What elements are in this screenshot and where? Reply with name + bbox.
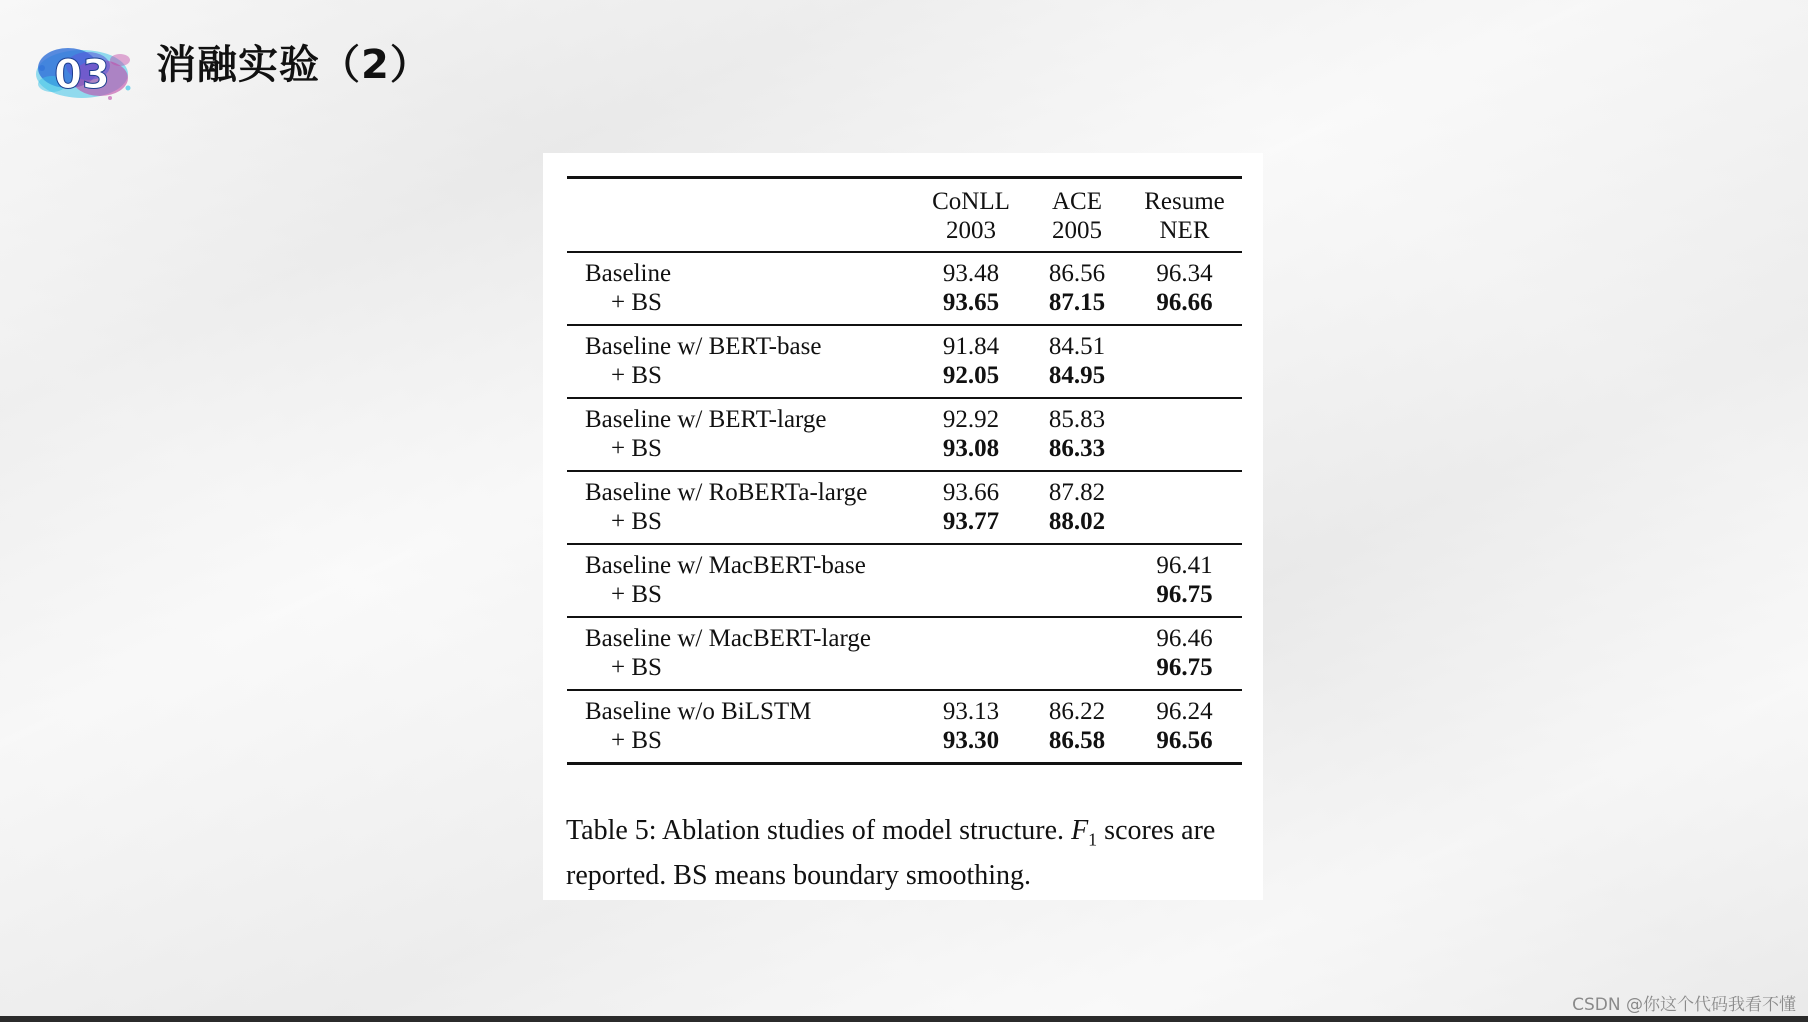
model-cell: Baseline w/ BERT-base + BS bbox=[585, 333, 822, 389]
conll-cell: 92.92 93.08 bbox=[942, 406, 1000, 462]
table-row bbox=[567, 617, 1242, 690]
slide-title: 消融实验（2） bbox=[156, 42, 431, 88]
section-number-badge bbox=[30, 38, 136, 106]
resume-cell: 96.41 96.75 bbox=[1156, 552, 1213, 608]
conll-cell bbox=[915, 544, 1027, 617]
conll-cell: 93.13 93.30 bbox=[942, 698, 1000, 754]
header-ace: ACE 2005 bbox=[1052, 188, 1102, 244]
resume-cell: 96.34 96.66 bbox=[1156, 260, 1213, 316]
table-row bbox=[567, 471, 1242, 544]
header-resume: Resume NER bbox=[1144, 188, 1225, 244]
badge-number: 03 bbox=[54, 52, 110, 98]
ace-cell bbox=[1027, 617, 1127, 690]
table-row bbox=[567, 690, 1242, 764]
conll-cell bbox=[915, 617, 1027, 690]
model-cell: Baseline w/ MacBERT-base + BS bbox=[585, 552, 866, 608]
table-row bbox=[567, 325, 1242, 398]
model-cell: Baseline w/ BERT-large + BS bbox=[585, 406, 827, 462]
header-model bbox=[567, 178, 915, 253]
bottom-edge-bar bbox=[0, 1016, 1808, 1022]
ace-cell: 87.82 88.02 bbox=[1048, 479, 1106, 535]
resume-cell bbox=[1127, 471, 1242, 544]
model-cell: Baseline w/o BiLSTM + BS bbox=[585, 698, 812, 754]
ace-cell: 86.22 86.58 bbox=[1048, 698, 1106, 754]
conll-cell: 93.66 93.77 bbox=[942, 479, 1000, 535]
ablation-table bbox=[567, 176, 1242, 765]
ace-cell: 84.51 84.95 bbox=[1048, 333, 1106, 389]
model-cell: Baseline + BS bbox=[585, 260, 672, 316]
resume-cell bbox=[1127, 325, 1242, 398]
model-cell: Baseline w/ MacBERT-large + BS bbox=[585, 625, 871, 681]
conll-cell: 93.48 93.65 bbox=[942, 260, 1000, 316]
conll-cell: 91.84 92.05 bbox=[942, 333, 1000, 389]
table-row bbox=[567, 252, 1242, 325]
header-conll: CoNLL 2003 bbox=[932, 188, 1010, 244]
resume-cell: 96.24 96.56 bbox=[1156, 698, 1213, 754]
table-row bbox=[567, 398, 1242, 471]
csdn-watermark: CSDN @你这个代码我看不懂 bbox=[1572, 995, 1796, 1015]
ace-cell bbox=[1027, 544, 1127, 617]
table-header-row bbox=[567, 178, 1242, 253]
table-caption: Table 5: Ablation studies of model structure. $F_1$ scores are reported. BS means boundary smoothing. bbox=[566, 815, 1216, 891]
paper-table-figure bbox=[543, 153, 1263, 900]
model-cell: Baseline w/ RoBERTa-large + BS bbox=[585, 479, 868, 535]
ace-cell: 85.83 86.33 bbox=[1048, 406, 1106, 462]
resume-cell bbox=[1127, 398, 1242, 471]
f1-symbol: $F_1$ bbox=[1071, 815, 1098, 850]
ace-cell: 86.56 87.15 bbox=[1048, 260, 1106, 316]
watercolor-splash-icon bbox=[30, 38, 136, 106]
table-row bbox=[567, 544, 1242, 617]
resume-cell: 96.46 96.75 bbox=[1156, 625, 1213, 681]
